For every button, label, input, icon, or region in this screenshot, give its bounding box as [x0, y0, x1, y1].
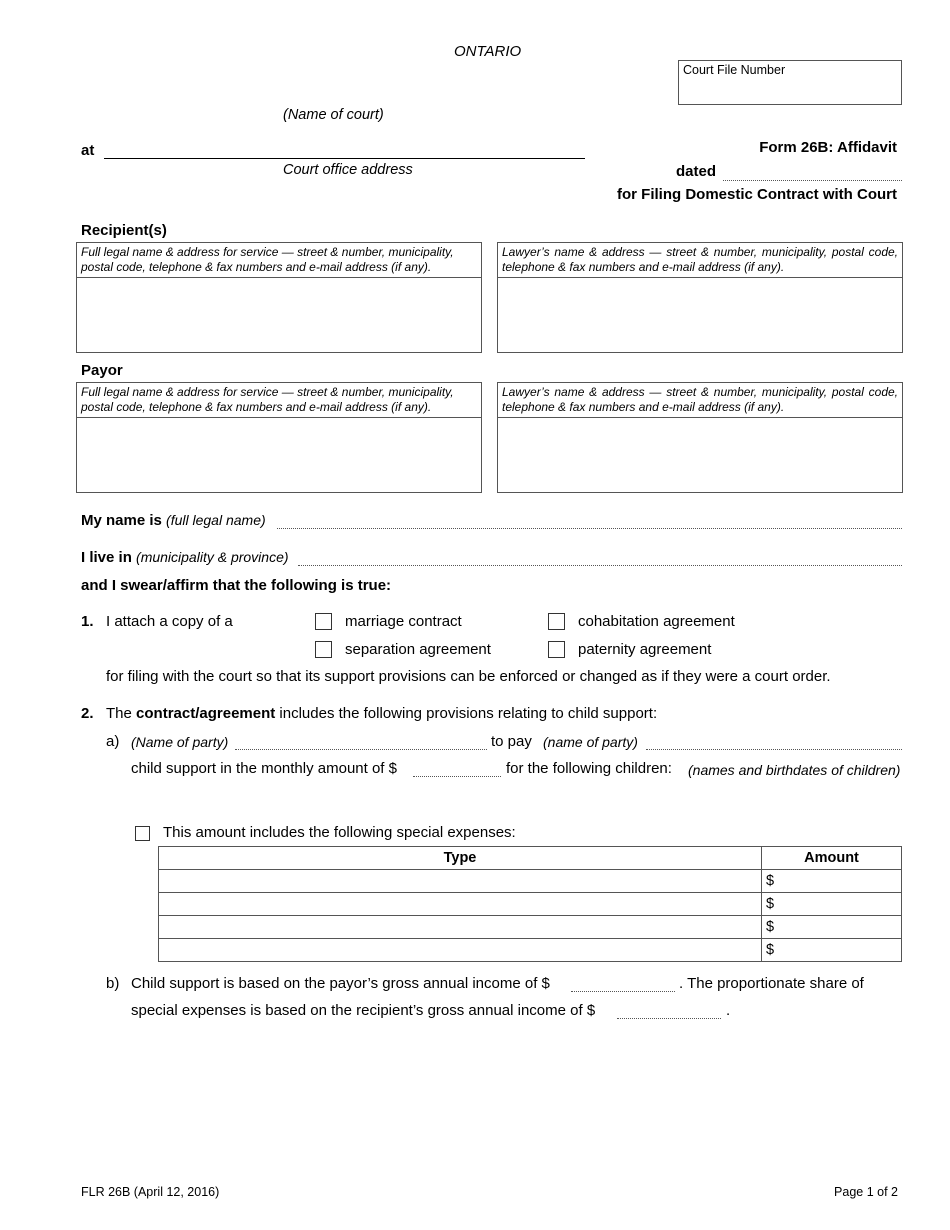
payor-heading: Payor: [81, 362, 123, 379]
payor-income-text: Child support is based on the payor’s gross annual income of $: [131, 975, 550, 992]
cohabitation-agreement-label: cohabitation agreement: [578, 613, 735, 630]
form-title: Form 26B: Affidavit: [759, 139, 897, 156]
my-name-hint: (full legal name): [166, 512, 266, 528]
expense-type-cell[interactable]: [159, 939, 762, 962]
court-file-number-label: Court File Number: [683, 63, 786, 77]
recipient-income-text: special expenses is based on the recipient’s gross annual income of $: [131, 1002, 596, 1019]
court-office-address-label: Court office address: [283, 162, 413, 178]
monthly-amount-text: child support in the monthly amount of $: [131, 760, 397, 777]
marriage-contract-checkbox[interactable]: [315, 613, 332, 630]
expense-amount-cell[interactable]: $: [762, 916, 902, 939]
page-number: Page 1 of 2: [834, 1185, 898, 1199]
following-children-text: for the following children:: [506, 760, 672, 777]
table-header-row: [159, 847, 902, 870]
item1-lead: I attach a copy of a: [106, 613, 233, 630]
item2-text-before: The: [106, 705, 132, 722]
payor-party-name-field[interactable]: [235, 749, 487, 750]
my-name-label: My name is: [81, 512, 162, 529]
recipient-lawyer-box-label: Lawyer’s name & address — street & number, municipality, postal code, telephone & fax numbers and e-mail address (if any).: [498, 243, 902, 278]
item2-text: [106, 705, 657, 722]
item2-text-after: includes the following provisions relating to child support:: [279, 705, 658, 722]
payor-lawyer-box[interactable]: [497, 382, 903, 493]
recipient-heading: Recipient(s): [81, 222, 167, 239]
court-file-number-box[interactable]: [678, 60, 902, 105]
amount-column-header: Amount: [762, 847, 902, 870]
recipient-party-box[interactable]: [76, 242, 482, 353]
my-name-field[interactable]: [277, 528, 902, 529]
name-of-court-label: (Name of court): [283, 107, 384, 123]
recipient-income-field[interactable]: [617, 1018, 721, 1019]
item2b-label: b): [106, 975, 120, 992]
swear-text: and I swear/affirm that the following is true:: [81, 577, 392, 594]
expense-amount-cell[interactable]: $: [762, 939, 902, 962]
paternity-agreement-label: paternity agreement: [578, 641, 712, 658]
expense-amount-cell[interactable]: $: [762, 870, 902, 893]
table-row: [159, 893, 902, 916]
item2-text-bold: contract/agreement: [136, 705, 276, 722]
table-row: [159, 939, 902, 962]
dated-label: dated: [676, 163, 717, 180]
separation-agreement-label: separation agreement: [345, 641, 491, 658]
recipient-income-period: .: [726, 1002, 731, 1019]
expense-amount-cell[interactable]: $: [762, 893, 902, 916]
dated-field[interactable]: [723, 180, 902, 181]
type-column-header: Type: [159, 847, 762, 870]
form-subtitle: for Filing Domestic Contract with Court: [617, 186, 897, 203]
payor-party-box[interactable]: [76, 382, 482, 493]
recipient-party-box-label: Full legal name & address for service — street & number, municipality, postal code, telephone & fax numbers and e-mail address (if any).: [77, 243, 481, 278]
i-live-row: [81, 549, 289, 566]
item1-number: 1.: [81, 613, 94, 630]
to-pay-label: to pay: [491, 733, 532, 750]
payor-lawyer-box-label: Lawyer’s name & address — street & number, municipality, postal code, telephone & fax numbers and e-mail address (if any).: [498, 383, 902, 418]
cohabitation-agreement-checkbox[interactable]: [548, 613, 565, 630]
at-label: at: [81, 142, 95, 159]
item2-number: 2.: [81, 705, 94, 722]
payor-income-field[interactable]: [571, 991, 675, 992]
special-expenses-checkbox[interactable]: [135, 826, 150, 841]
separation-agreement-checkbox[interactable]: [315, 641, 332, 658]
special-expenses-text: This amount includes the following special expenses:: [163, 824, 516, 841]
form-code: FLR 26B (April 12, 2016): [81, 1185, 220, 1199]
monthly-amount-field[interactable]: [413, 776, 501, 777]
marriage-contract-label: marriage contract: [345, 613, 462, 630]
payor-party-box-label: Full legal name & address for service — street & number, municipality, postal code, telephone & fax numbers and e-mail address (if any).: [77, 383, 481, 418]
name-of-party-lower-hint: (name of party): [543, 734, 638, 750]
expense-type-cell[interactable]: [159, 870, 762, 893]
item1-filing-text: for filing with the court so that its support provisions can be enforced or changed as if they were a court order.: [106, 668, 831, 685]
special-expenses-table: [158, 846, 902, 962]
table-row: [159, 916, 902, 939]
i-live-field[interactable]: [298, 565, 902, 566]
expense-type-cell[interactable]: [159, 916, 762, 939]
i-live-hint: (municipality & province): [136, 549, 289, 565]
recipient-lawyer-box[interactable]: [497, 242, 903, 353]
table-row: [159, 870, 902, 893]
proportionate-share-text: . The proportionate share of: [679, 975, 864, 992]
item2a-label: a): [106, 733, 120, 750]
name-of-party-hint: (Name of party): [131, 734, 229, 750]
i-live-label: I live in: [81, 549, 132, 566]
court-office-address-line[interactable]: [104, 158, 585, 159]
expense-type-cell[interactable]: [159, 893, 762, 916]
jurisdiction: ONTARIO: [454, 43, 522, 60]
recipient-party-name-field[interactable]: [646, 749, 902, 750]
my-name-row: [81, 512, 266, 529]
children-hint: (names and birthdates of children): [688, 762, 901, 778]
paternity-agreement-checkbox[interactable]: [548, 641, 565, 658]
